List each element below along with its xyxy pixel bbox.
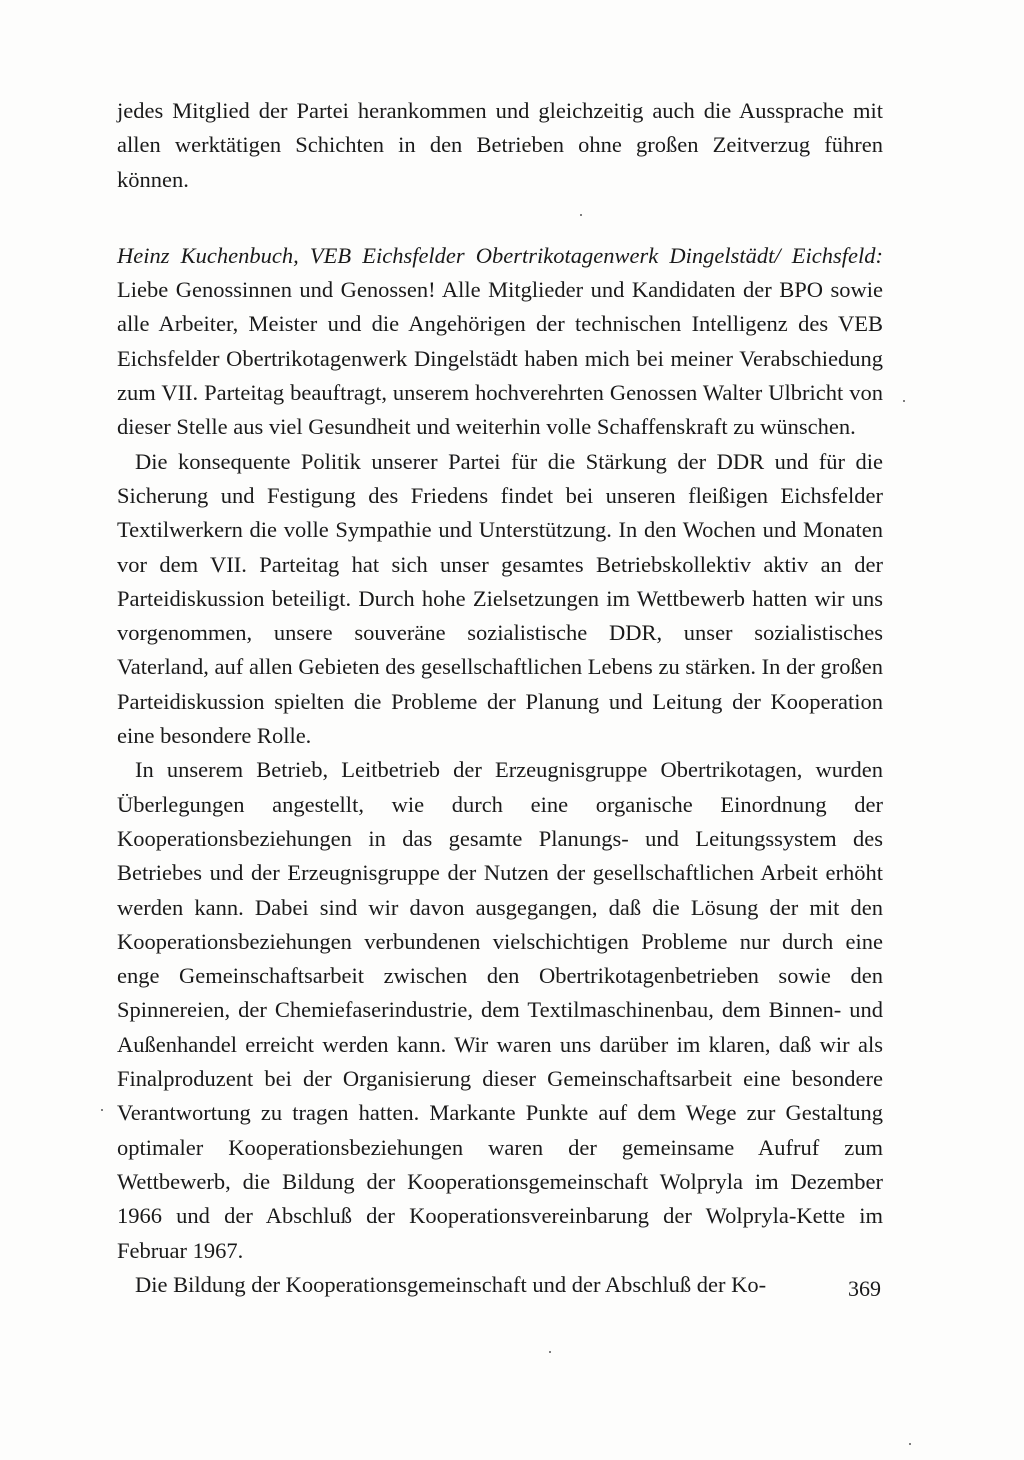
speaker-attribution: Heinz Kuchenbuch, VEB Eichsfelder Obertrikotagenwerk Dingelstädt/ Eichsfeld:: [117, 242, 883, 268]
paragraph-2: [117, 239, 883, 445]
scan-speck: [580, 214, 582, 216]
paragraph-5-text: Die Bildung der Kooperationsgemeinschaft und der Abschluß der Ko-: [135, 1271, 767, 1297]
paragraph-4: [117, 753, 883, 1267]
paragraph-2-text: Liebe Genossinnen und Genossen! Alle Mitglieder und Kandidaten der BPO sowie alle Arbeiter, Meister und die Angehörigen der technischen Intelligenz des VEB Eichsfelder Obertrikotagenwerk Dingelstädt haben mich bei meiner Verabschiedung zum VII. Parteitag beauftragt, unserem hochverehrten Genossen Walter Ulbricht von dieser Stelle aus viel Gesundheit und weiterhin volle Schaffenskraft zu wünschen.: [117, 277, 883, 440]
paragraph-5: [117, 1268, 883, 1302]
paragraph-4-text: In unserem Betrieb, Leitbetrieb der Erzeugnisgruppe Obertrikotagen, wurden Überlegungen angestellt, wie durch eine organische Einordnung der Kooperationsbeziehungen in das gesamte Planungs- und Leitungssystem des Betriebes und der Erzeugnisgruppe der Nutzen der gesellschaftlichen Arbeit erhöht werden kann. Dabei sind wir davon ausgegangen, daß die Lösung der mit den Kooperationsbeziehungen verbundenen vielschichtigen Probleme nur durch eine enge Gemeinschaftsarbeit zwischen den Obertrikotagenbetrieben sowie den Spinnereien, der Chemiefaserindustrie, dem Textilmaschinenbau, dem Binnen- und Außenhandel erreicht werden kann. Wir waren uns darüber im klaren, daß wir als Finalproduzent bei der Organisierung dieser Gemeinschaftsarbeit eine besondere Verantwortung zu tragen hatten. Markante Punkte auf dem Wege zur Gestaltung optimaler Kooperationsbeziehungen waren der gemeinsame Aufruf zum Wettbewerb, die Bildung der Kooperationsgemeinschaft Wolpryla im Dezember 1966 und der Abschluß der Kooperationsvereinbarung der Wolpryla-Kette im Februar 1967.: [117, 757, 883, 1263]
page-number: 369: [848, 1276, 881, 1301]
scan-speck: [549, 1351, 551, 1353]
paragraph-1-text: jedes Mitglied der Partei herankommen und gleichzeitig auch die Aussprache mit allen werktätigen Schichten in den Betrieben ohne großen Zeitverzug führen können.: [117, 98, 883, 192]
scan-speck: [903, 400, 905, 402]
body-text: [117, 94, 883, 1302]
paragraph-1: [117, 94, 883, 197]
scan-speck: [909, 1443, 911, 1445]
paragraph-3-text: Die konsequente Politik unserer Partei für die Stärkung der DDR und für die Sicherung und Festigung des Friedens findet bei unseren fleißigen Eichsfelder Textilwerkern die volle Sympathie und Unterstützung. In den Wochen und Monaten vor dem VII. Parteitag hat sich unser gesamtes Betriebskollektiv aktiv an der Parteidiskussion beteiligt. Durch hohe Zielsetzungen im Wettbewerb hatten wir uns vorgenommen, unsere souveräne sozialistische DDR, unser sozialistisches Vaterland, auf allen Gebieten des gesellschaftlichen Lebens zu stärken. In der großen Parteidiskussion spielten die Probleme der Planung und Leitung der Kooperation eine besondere Rolle.: [117, 448, 883, 749]
paragraph-3: [117, 445, 883, 754]
scan-speck: [101, 1109, 103, 1111]
